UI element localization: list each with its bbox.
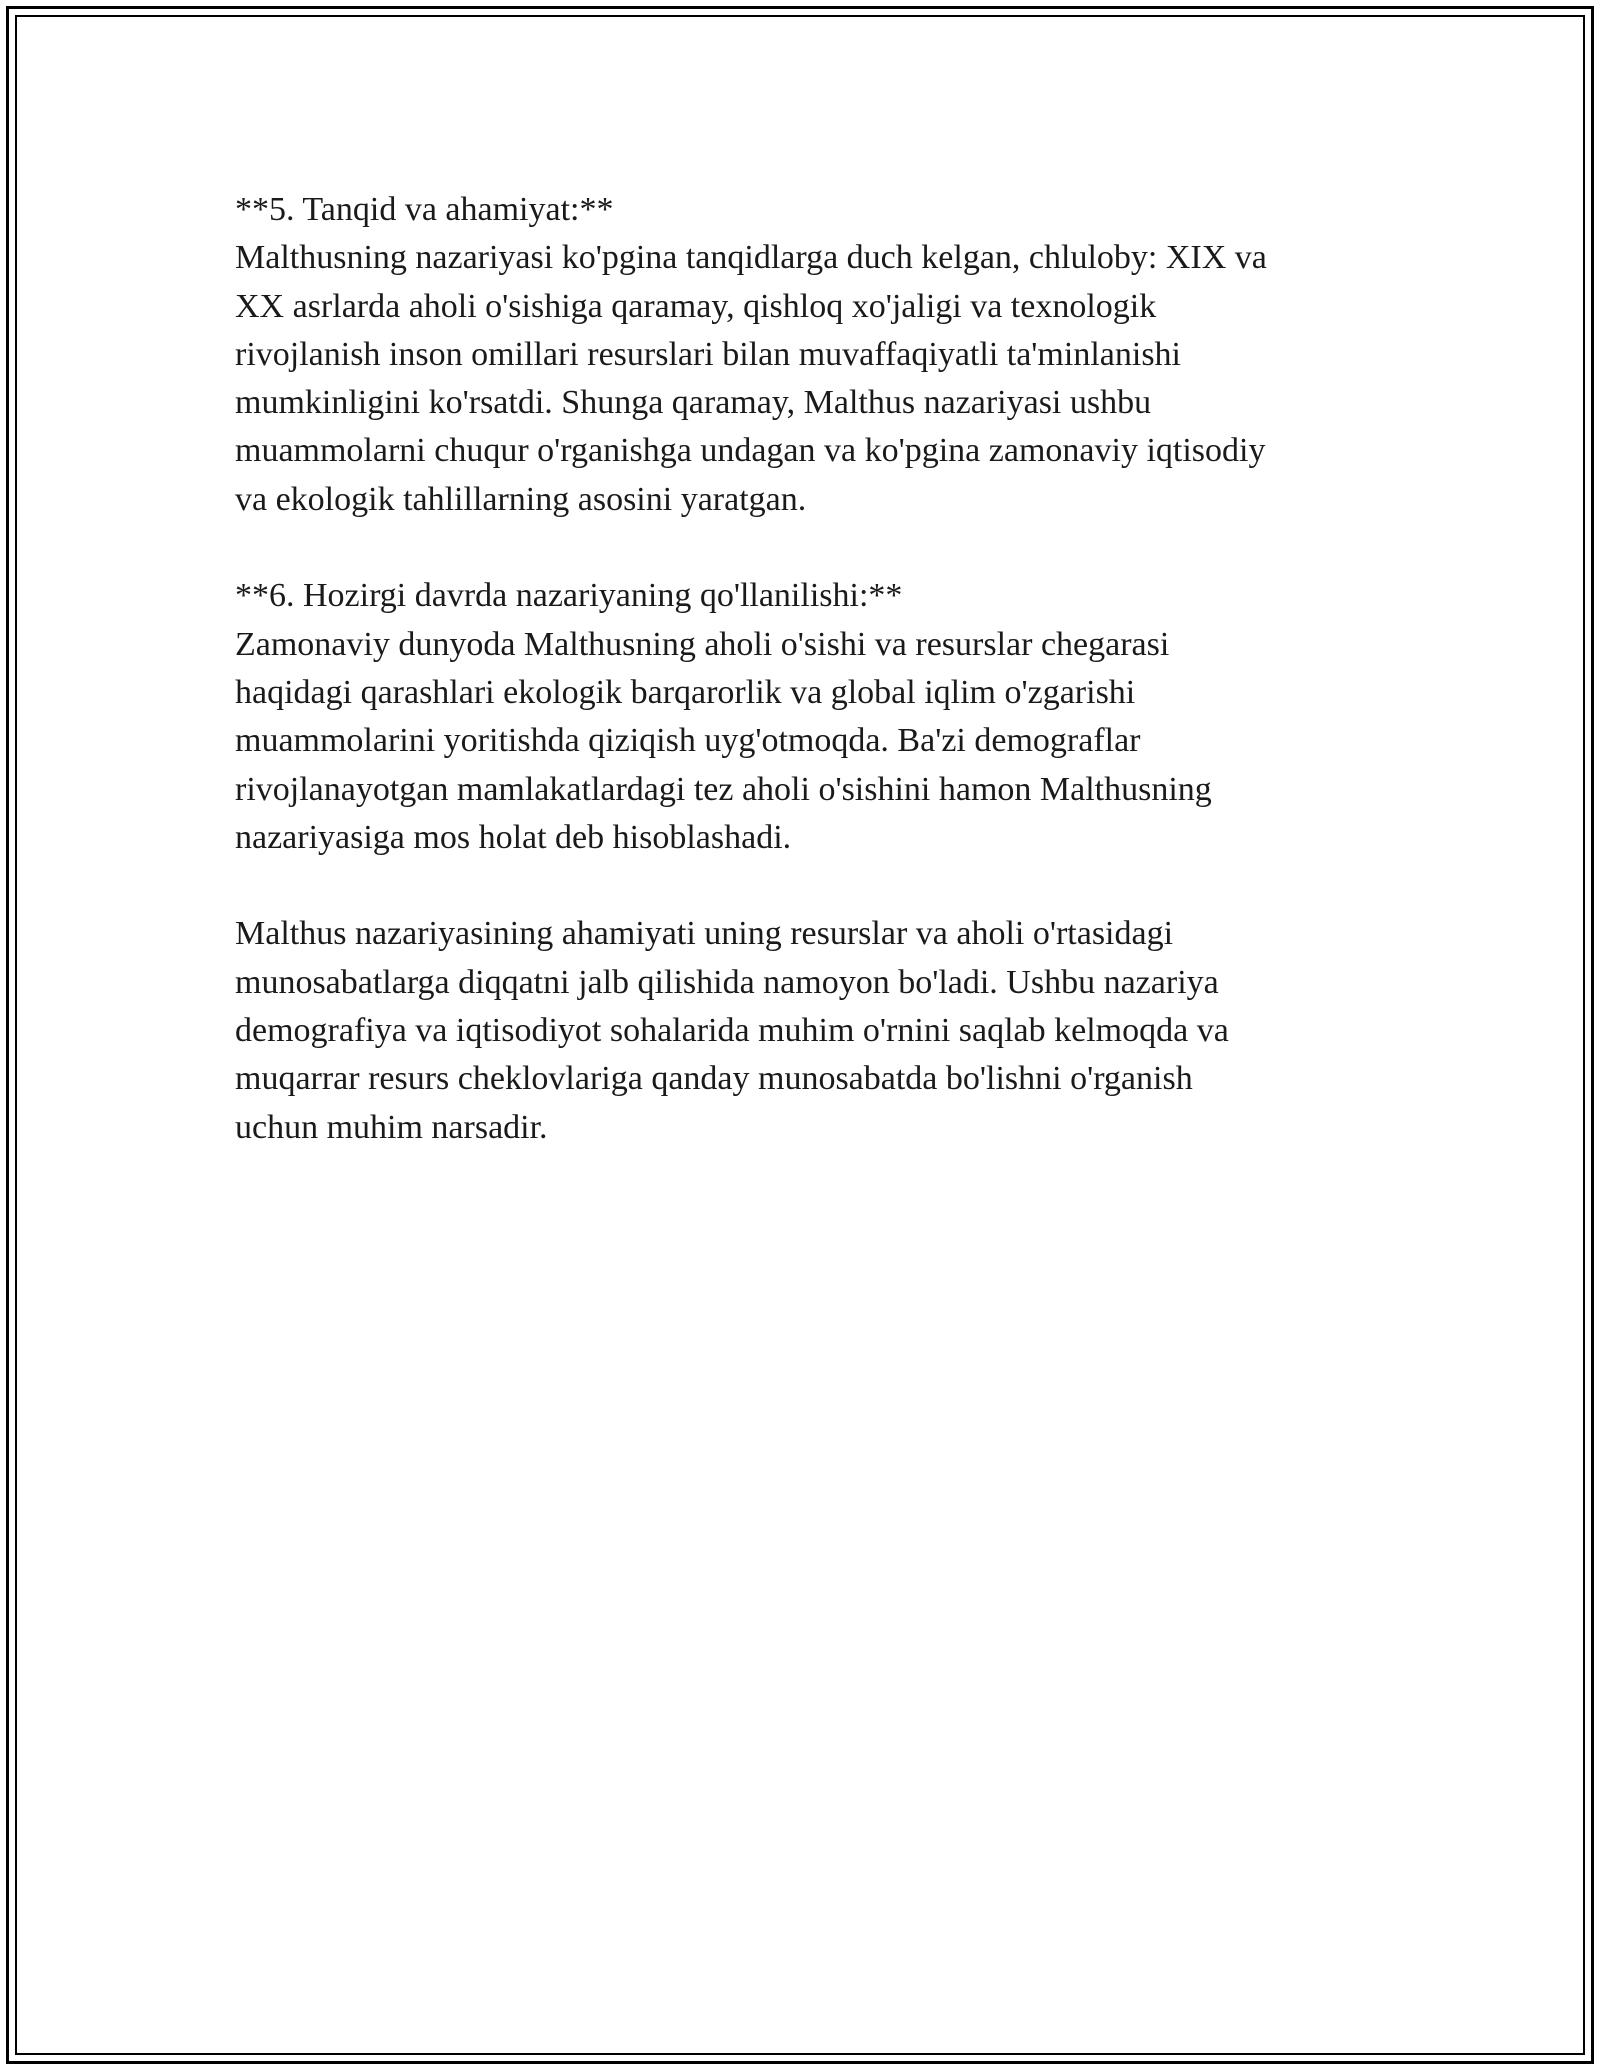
section-5-heading: **5. Tanqid va ahamiyat:** (235, 191, 614, 228)
document-body (235, 186, 1365, 1200)
section-5-paragraph (235, 186, 1365, 524)
conclusion-line: Malthus nazariyasining ahamiyati uning resurslar va aholi o'rtasidagi (235, 915, 1174, 953)
section-6-line: nazariyasiga mos holat deb hisoblashadi. (235, 818, 792, 856)
section-5-line: rivojlanish inson omillari resurslari bilan muvaffaqiyatli ta'minlanishi (235, 335, 1181, 373)
section-5-line: muammolarni chuqur o'rganishga undagan va ko'pgina zamonaviy iqtisodiy (235, 432, 1266, 470)
section-5-line: va ekologik tahlillarning asosini yaratgan. (235, 480, 807, 518)
conclusion-paragraph (235, 910, 1365, 1151)
section-6-line: rivojlanayotgan mamlakatlardagi tez aholi o'sishini hamon Malthusning (235, 770, 1212, 808)
section-6-paragraph (235, 572, 1365, 862)
section-5-line: mumkinligini ko'rsatdi. Shunga qaramay, Malthus nazariyasi ushbu (235, 384, 1152, 422)
section-5-line: Malthusning nazariyasi ko'pgina tanqidlarga duch kelgan, chluloby: XIX va (235, 239, 1267, 277)
conclusion-line: uchun muhim narsadir. (235, 1108, 548, 1146)
conclusion-line: muqarrar resurs cheklovlariga qanday munosabatda bo'lishni o'rganish (235, 1060, 1193, 1098)
section-5-line: XX asrlarda aholi o'sishiga qaramay, qishloq xo'jaligi va texnologik (235, 287, 1157, 325)
conclusion-line: munosabatlarga diqqatni jalb qilishida namoyon bo'ladi. Ushbu nazariya (235, 963, 1219, 1001)
section-6-line: muammolarini yoritishda qiziqish uyg'otmoqda. Ba'zi demograflar (235, 722, 1141, 760)
section-6-heading: **6. Hozirgi davrda nazariyaning qo'llanilishi:** (235, 577, 903, 615)
section-6-line: Zamonaviy dunyoda Malthusning aholi o'sishi va resurslar chegarasi (235, 625, 1170, 663)
section-6-line: haqidagi qarashlari ekologik barqarorlik va global iqlim o'zgarishi (235, 673, 1136, 711)
conclusion-line: demografiya va iqtisodiyot sohalarida muhim o'rnini saqlab kelmoqda va (235, 1012, 1229, 1050)
